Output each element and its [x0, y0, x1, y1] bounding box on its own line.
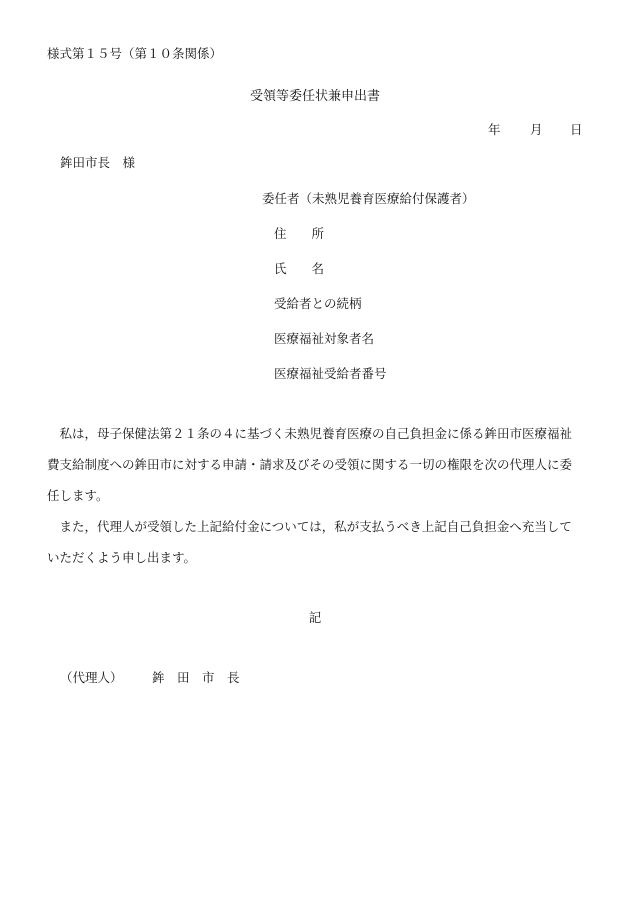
- form-number: 様式第１５号（第１０条関係）: [47, 46, 223, 61]
- body-paragraph-2: また，代理人が受領した上記給付金については，私が支払うべき上記自己負担金へ充当していただくよう申し出ます。: [47, 519, 572, 565]
- page-title: 受領等委任状兼申出書: [249, 89, 380, 104]
- body-paragraph-1: 私は，母子保健法第２１条の４に基づく未熟児養育医療の自己負担金に係る鉾田市医療福祉費支給制度への鉾田市に対する申請・請求及びその受領に関する一切の権限を次の代理人に委任します。: [47, 426, 573, 503]
- date-month-label: 月: [530, 122, 543, 137]
- date-day-label: 日: [570, 122, 583, 137]
- agent-name: 鉾 田 市 長: [152, 670, 240, 685]
- body-text: [47, 418, 583, 573]
- field-recipient-number-label: 医療福祉受給者番号: [274, 366, 387, 381]
- field-name-label: 氏 名: [274, 261, 325, 276]
- field-subject-name-label: 医療福祉対象者名: [274, 331, 375, 346]
- field-relationship-label: 受給者との続柄: [274, 296, 362, 311]
- delegator-heading: 委任者（未熟児養育医療給付保護者）: [262, 191, 475, 206]
- date-year-label: 年: [488, 122, 501, 137]
- field-address-label: 住 所: [274, 226, 325, 241]
- agent-label: （代理人）: [60, 670, 123, 685]
- addressee: 鉾田市長 様: [60, 155, 136, 170]
- ki-marker: 記: [308, 610, 322, 625]
